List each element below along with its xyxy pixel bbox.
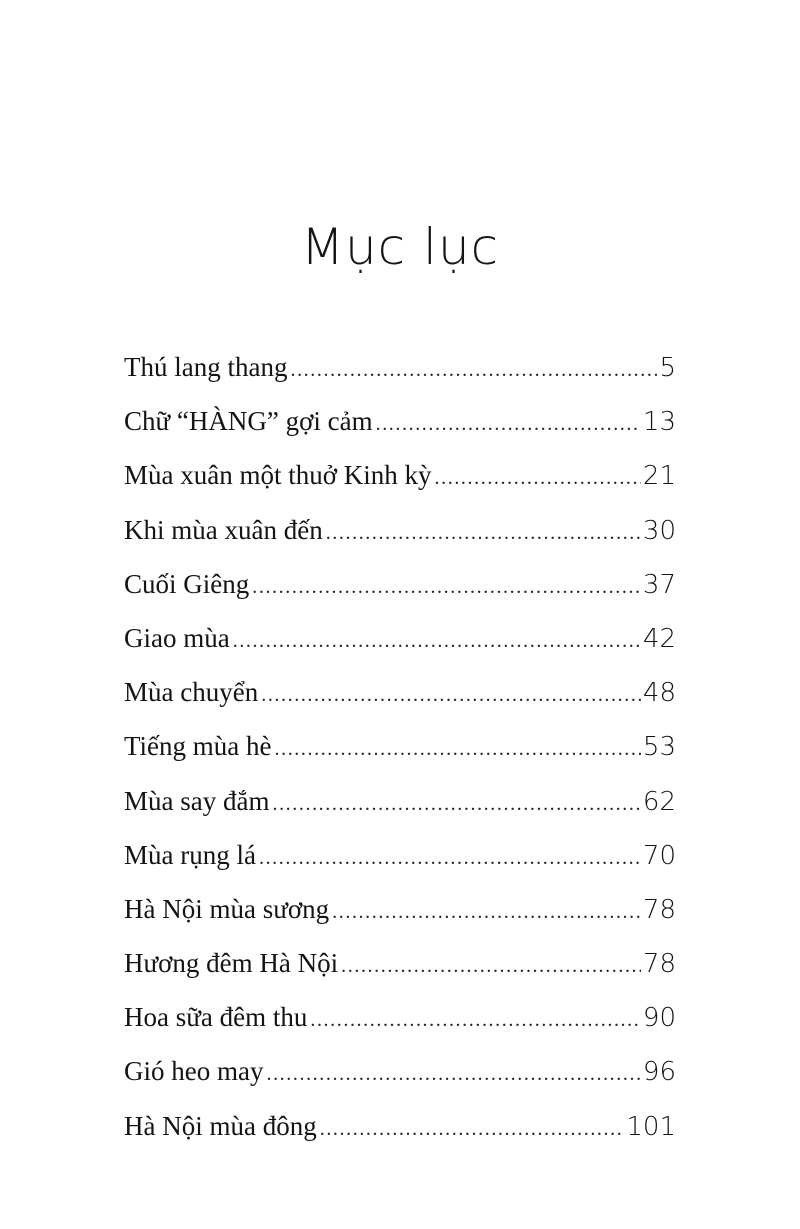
dot-leader [233,631,641,651]
toc-entry [124,786,676,840]
dot-leader [275,739,641,759]
toc-entry-title: Mùa xuân một thuở Kinh kỳ [124,460,432,491]
toc-entry-page: 78 [642,949,676,980]
toc-entry-title: Tiếng mùa hè [124,731,272,762]
toc-entry [124,515,676,569]
toc-entry-page: 70 [642,840,676,871]
toc-entry-page: 13 [642,407,676,438]
toc-entry-title: Hà Nội mùa đông [124,1110,317,1141]
toc-entry-page: 5 [659,353,676,383]
toc-entry-page: 21 [642,461,676,492]
table-of-contents [124,352,676,1165]
toc-entry-page: 37 [642,569,676,600]
toc-entry-title: Chữ “HÀNG” gợi cảm [124,406,373,437]
toc-entry [124,406,676,460]
toc-entry [124,948,676,1002]
toc-entry [124,840,676,894]
toc-entry [124,1002,676,1056]
dot-leader [435,468,641,488]
toc-entry [124,894,676,948]
toc-entry [124,352,676,406]
dot-leader [376,414,641,434]
toc-entry-page: 48 [642,678,676,709]
toc-entry [124,569,676,623]
toc-entry-title: Khi mùa xuân đến [124,514,323,545]
toc-entry-title: Mùa rụng lá [124,839,256,870]
toc-entry-page: 42 [642,623,676,654]
toc-entry-page: 53 [642,732,676,763]
toc-entry-title: Cuối Giêng [124,568,250,599]
toc-entry-title: Hương đêm Hà Nội [124,948,339,979]
dot-leader [261,685,641,705]
toc-entry-page: 96 [642,1057,676,1088]
toc-entry [124,1111,676,1165]
page-title: Mục lục [300,217,500,276]
dot-leader [272,794,640,814]
toc-entry-title: Thú lang thang [124,352,288,382]
dot-leader [310,1010,641,1030]
toc-entry-title: Hà Nội mùa sương [124,893,330,924]
dot-leader [326,523,641,543]
toc-entry-title: Giao mùa [124,622,230,653]
toc-entry-page: 90 [642,1003,676,1034]
toc-entry [124,1056,676,1110]
toc-entry [124,677,676,731]
dot-leader [266,1064,640,1084]
toc-entry-page: 62 [642,786,676,817]
dot-leader [252,577,641,597]
toc-entry-title: Mùa chuyển [124,677,259,708]
toc-entry-title: Hoa sữa đêm thu [124,1002,308,1033]
dot-leader [259,848,641,868]
toc-entry [124,731,676,785]
toc-entry-page: 30 [642,515,676,546]
dot-leader [320,1119,625,1139]
toc-entry-title: Mùa say đắm [124,785,270,816]
dot-leader [332,902,641,922]
toc-entry-title: Gió heo may [124,1056,264,1087]
dot-leader [341,956,641,976]
toc-entry-page: 101 [626,1111,676,1142]
toc-entry-page: 78 [642,894,676,925]
dot-leader [290,360,657,380]
toc-entry [124,460,676,514]
toc-entry [124,623,676,677]
